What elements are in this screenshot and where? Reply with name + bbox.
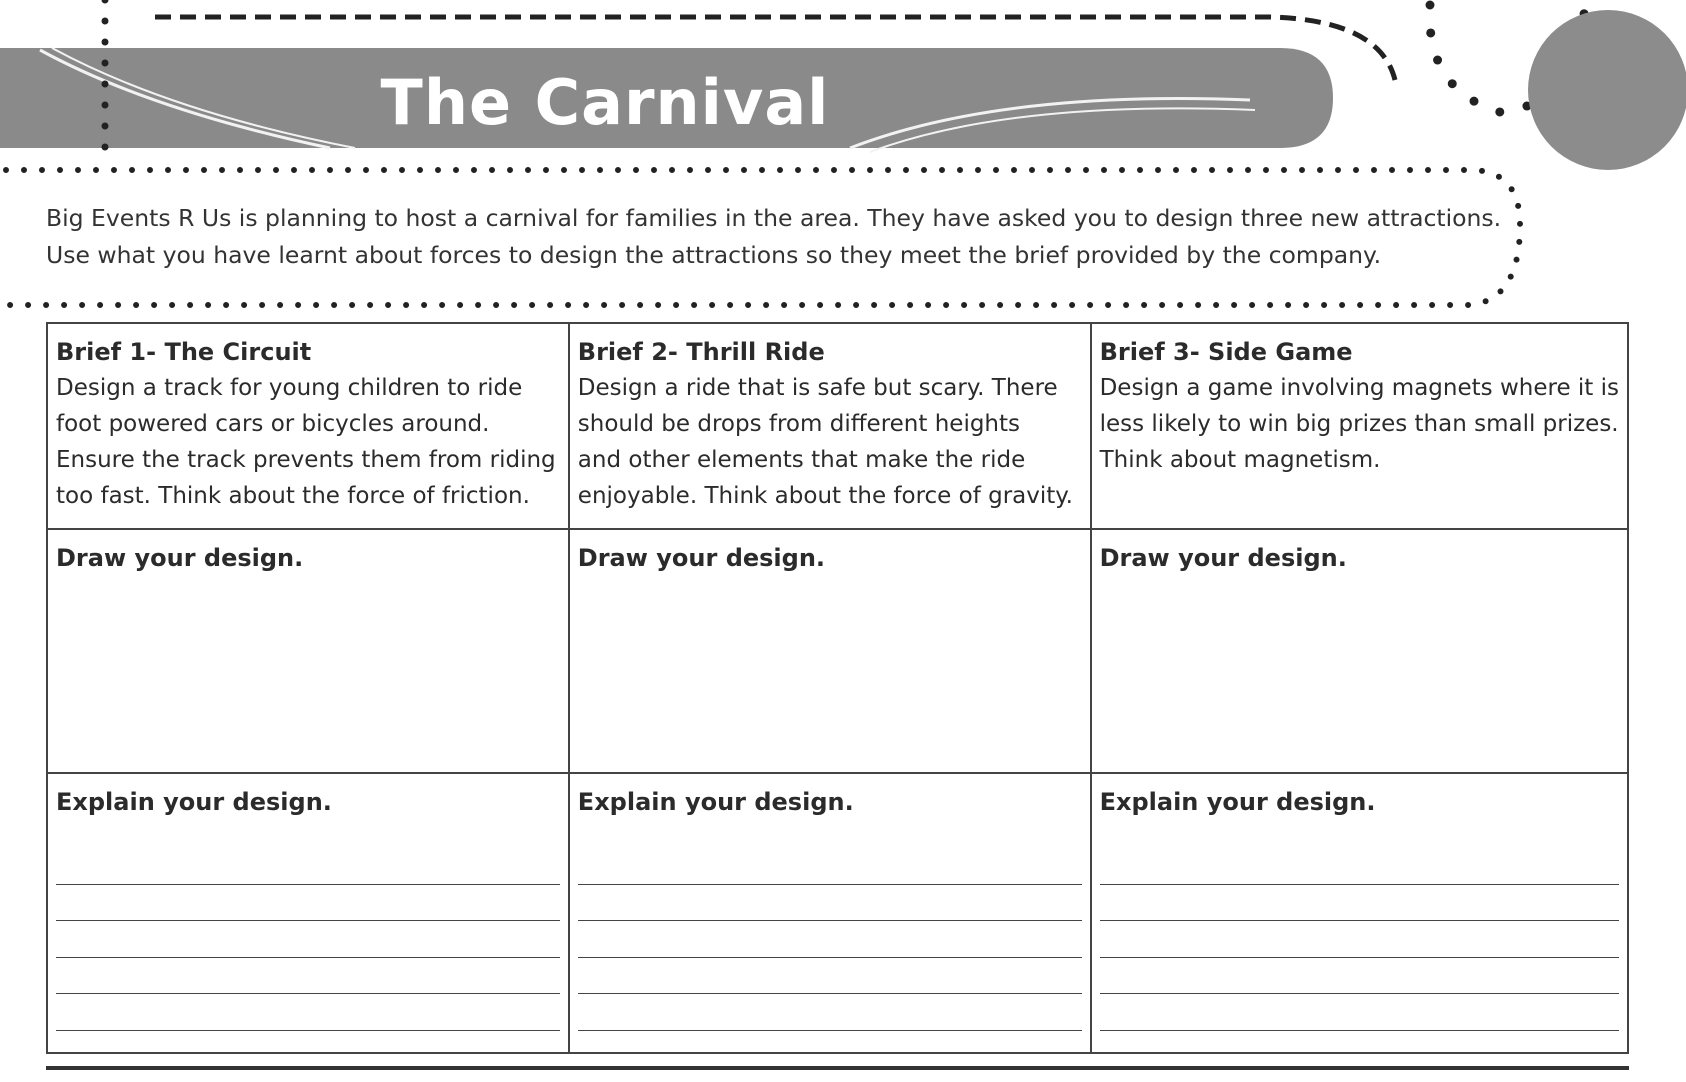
brief-2-line: and other elements that make the ride [577, 447, 1026, 473]
writing-line[interactable] [56, 848, 560, 885]
explain-area-3[interactable] [1092, 774, 1627, 1052]
brief-3-line: Design a game involving magnets where it is [1099, 375, 1619, 401]
explain-label-1: Explain your design. [56, 788, 332, 816]
brief-1-line: Design a track for young children to ride [56, 375, 523, 401]
explain-area-1[interactable] [48, 774, 570, 1052]
explain-label-3: Explain your design. [1099, 788, 1376, 816]
writing-line[interactable] [56, 921, 560, 958]
writing-line[interactable] [1100, 958, 1619, 995]
writing-line[interactable] [578, 848, 1082, 885]
writing-line[interactable] [578, 1031, 1082, 1068]
brief-2-line: enjoyable. Think about the force of gravity. [577, 483, 1073, 509]
decorative-circle [1528, 10, 1686, 170]
brief-1-line: foot powered cars or bicycles around. [56, 411, 490, 437]
writing-lines-3[interactable] [1100, 848, 1619, 1067]
draw-area-1[interactable] [48, 530, 570, 774]
draw-label-1: Draw your design. [56, 544, 304, 572]
brief-3-title: Brief 3- Side Game [1099, 338, 1353, 366]
brief-2-line: should be drops from different heights [577, 411, 1021, 437]
brief-3-line: less likely to win big prizes than small prizes. [1099, 411, 1619, 437]
intro-line-1: Big Events R Us is planning to host a carnival for families in the area. They have asked you to design three new attractions. [46, 204, 1502, 232]
brief-1-text [56, 370, 560, 514]
brief-3-line: Think about magnetism. [1099, 447, 1381, 473]
brief-1-line: Ensure the track prevents them from riding [56, 447, 556, 473]
brief-2-cell [570, 324, 1092, 530]
writing-line[interactable] [578, 958, 1082, 995]
brief-3-cell [1092, 324, 1627, 530]
writing-line[interactable] [1100, 1031, 1619, 1068]
footer-rule [46, 1066, 1629, 1070]
writing-line[interactable] [56, 885, 560, 922]
explain-label-2: Explain your design. [577, 788, 854, 816]
draw-label-2: Draw your design. [577, 544, 826, 572]
writing-line[interactable] [1100, 994, 1619, 1031]
draw-area-3[interactable] [1092, 530, 1627, 774]
brief-3-text [1100, 370, 1619, 478]
writing-line[interactable] [578, 994, 1082, 1031]
draw-area-2[interactable] [570, 530, 1092, 774]
writing-line[interactable] [56, 958, 560, 995]
page-title: The Carnival [380, 65, 830, 139]
intro-text [46, 200, 1502, 274]
writing-line[interactable] [1100, 921, 1619, 958]
brief-1-line: too fast. Think about the force of friction. [56, 483, 530, 509]
writing-line[interactable] [578, 921, 1082, 958]
brief-2-line: Design a ride that is safe but scary. There [577, 375, 1058, 401]
brief-1-title: Brief 1- The Circuit [56, 338, 312, 366]
writing-line[interactable] [578, 885, 1082, 922]
brief-1-cell [48, 324, 570, 530]
writing-line[interactable] [1100, 848, 1619, 885]
writing-line[interactable] [1100, 885, 1619, 922]
writing-line[interactable] [56, 1031, 560, 1068]
writing-line[interactable] [56, 994, 560, 1031]
brief-2-title: Brief 2- Thrill Ride [577, 338, 825, 366]
brief-2-text [578, 370, 1082, 514]
writing-lines-1[interactable] [56, 848, 560, 1067]
draw-label-3: Draw your design. [1099, 544, 1347, 572]
explain-area-2[interactable] [570, 774, 1092, 1052]
intro-line-2: Use what you have learnt about forces to design the attractions so they meet the brief provided by the company. [46, 241, 1382, 269]
design-table [46, 322, 1629, 1054]
writing-lines-2[interactable] [578, 848, 1082, 1067]
